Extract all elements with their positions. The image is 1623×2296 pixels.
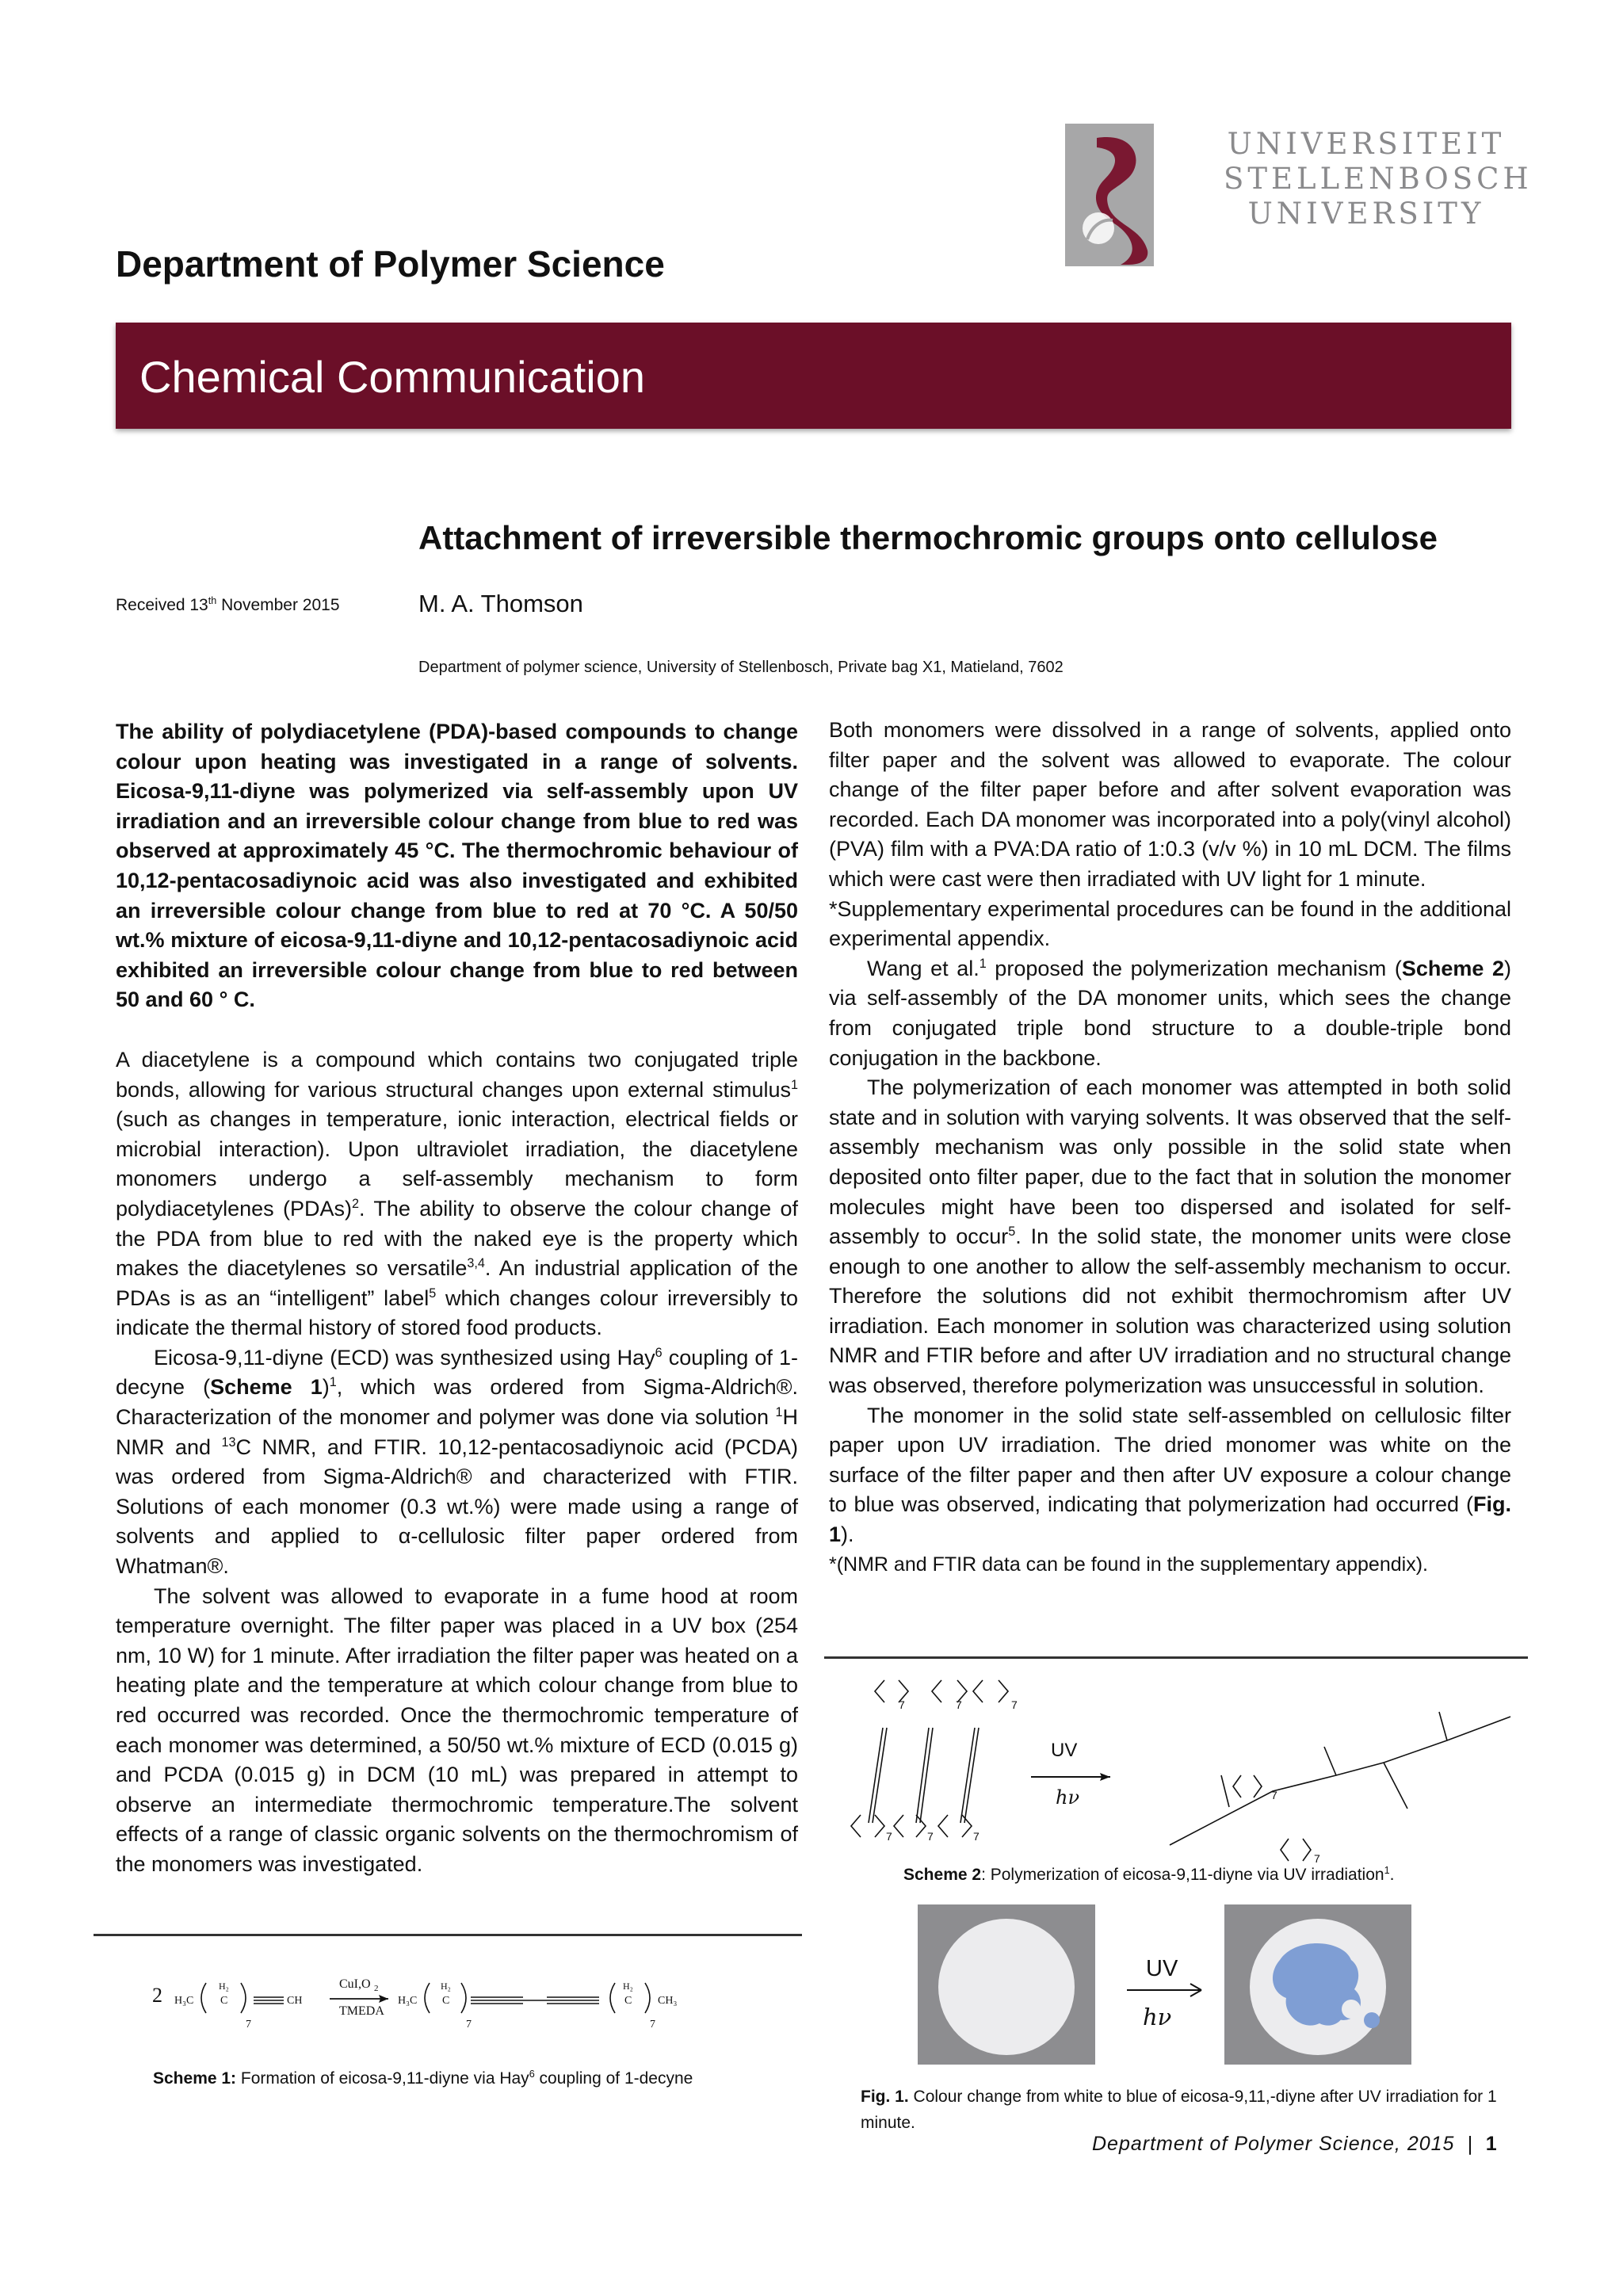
author-name: M. A. Thomson — [418, 590, 583, 617]
s1-ch3: CH₃ — [658, 1995, 678, 2007]
s1-subscript-end: 7 — [650, 2019, 655, 2030]
text-run: proposed the polymerization mechanism ( — [986, 956, 1402, 980]
body-paragraph-3: The solvent was allowed to evaporate in a fume hood at room temperature overnight. The filter paper was placed in a UV box (254 nm, 10 W) for 1 minute. After irradiation the filter paper was heated on a heating plate and the temperature at which colour change from blue to red occurred was recorded. Once the thermochromic temperature of each monomer was determined, a 50/50 wt.% mixture of ECD (0.015 g) and PCDA (0.015 g) in DCM (10 mL) was prepared in attempt to observe an intermediate thermochromic temperature.The solvent effects of a range of classic organic solvents on the thermochromism of the monomers was investigated. — [116, 1584, 798, 1876]
isotope-sup: 13 — [221, 1435, 236, 1450]
photo-after-uv — [1224, 1904, 1411, 2065]
supplementary-note-2: *(NMR and FTIR data can be found in the supplementary appendix). — [829, 1553, 1428, 1576]
citation: 5 — [1008, 1224, 1016, 1240]
page-number: 1 — [1485, 2133, 1498, 2155]
text-run: H NMR and — [116, 1405, 798, 1459]
s2-hv-label: hν — [1056, 1786, 1080, 1809]
text-run: ) via self-assembly of the DA monomer units, which sees the change from conjugated triple bond structure to a double-triple bond conjugation in the backbone. — [829, 956, 1511, 1070]
filter-paper-blue — [1224, 1904, 1411, 2065]
text-run: A diacetylene is a compound which contains two conjugated triple bonds, allowing for various structural changes upon external stimulus — [116, 1047, 798, 1102]
caption-text: Colour change from white to blue of eicosa-9,11,-diyne after UV irradiation for 1 minute. — [861, 2088, 1497, 2132]
s2-subscript: 7 — [899, 1698, 905, 1711]
figure-1-ref: Fig. 1 — [829, 1492, 1511, 1547]
text-run: C NMR, and FTIR. 10,12-pentacosadiynoic acid (PCDA) was ordered from Sigma-Aldrich® and characterized with FTIR. Solutions of each monomer (0.3 wt.%) were made using a range of solvents and applied to α-cellulosic filter paper ordered from Whatman®. — [116, 1435, 798, 1579]
banner-title: Chemical Communication — [139, 352, 646, 402]
citation: 1 — [329, 1375, 337, 1390]
s2-subscript: 7 — [956, 1698, 962, 1711]
s1-coefficient: 2 — [152, 1984, 162, 2007]
logo-line-1: UNIVERSITEIT — [1227, 127, 1506, 161]
logo-wordmark — [1224, 127, 1533, 231]
figure-1-uv-label: UV — [1146, 1956, 1178, 1981]
citation: 1 — [979, 956, 987, 971]
text-run: . In the solid state, the monomer units were close enough to one another to allow the self-assembly mechanism to occur. Therefore the solutions did not exhibit thermochromism after UV irradiation. Each monomer in solution was characterized using solution NMR and FTIR before and after UV irradiation and no structural change was observed, therefore polymerization was unsuccessful in solution. — [829, 1224, 1511, 1398]
s1-reagent-top: CuI,O — [339, 1977, 371, 1991]
scheme-2-caption — [903, 1866, 1394, 1885]
citation: 1 — [1384, 1865, 1390, 1876]
text-run: , which was ordered from Sigma-Aldrich®. Characterization of the monomer and polymer was done via solution — [116, 1375, 799, 1430]
caption-text: . — [1389, 1866, 1395, 1884]
s1-h2-product: H₂ — [441, 1981, 451, 1992]
caption-text: : Polymerization of eicosa-9,11-diyne via UV irradiation — [981, 1866, 1384, 1884]
s2-subscript: 7 — [1314, 1852, 1320, 1862]
logo-mark — [1065, 124, 1154, 266]
logo-line-3: UNIVERSITY — [1247, 197, 1485, 231]
citation: 3,4 — [467, 1256, 485, 1271]
caption-label: Scheme 1: — [153, 2069, 237, 2088]
caption-label: Fig. 1. — [861, 2088, 909, 2106]
citation: 1 — [790, 1077, 798, 1092]
logo-s-emblem — [1065, 124, 1154, 266]
caption-text: Formation of eicosa-9,11-diyne via Hay — [236, 2069, 529, 2088]
figure-1-arrow — [1125, 1978, 1205, 2002]
received-ordinal: th — [208, 595, 217, 606]
photo-before-uv — [918, 1904, 1095, 2065]
s1-c: C — [220, 1995, 228, 2007]
s2-uv-label: UV — [1051, 1740, 1078, 1761]
body-paragraph-5 — [829, 954, 1511, 1073]
page-footer — [1092, 2133, 1498, 2156]
s1-reagent-top-sub: 2 — [374, 1984, 379, 1993]
text-run: (such as changes in temperature, ionic interaction, electrical fields or microbial interaction). Upon ultraviolet irradiation, the diacetylene monomers undergo a self-assembly mechanism to form polydiacetylenes (PDAs) — [116, 1107, 798, 1221]
s2-subscript: 7 — [973, 1830, 980, 1843]
s1-reagent-bottom: TMEDA — [339, 2004, 384, 2018]
department-heading: Department of Polymer Science — [116, 243, 665, 285]
s1-h2-end: H₂ — [623, 1981, 633, 1992]
scheme-1-reaction — [151, 1962, 721, 2034]
caption-text: coupling of 1-decyne — [534, 2069, 693, 2088]
text-run: coupling of 1-decyne ( — [116, 1345, 798, 1400]
right-divider — [824, 1656, 1528, 1659]
s2-subscript: 7 — [1271, 1789, 1277, 1801]
s1-h3c-product: H₃C — [398, 1995, 418, 2007]
author-affiliation: Department of polymer science, University of Stellenbosch, Private bag X1, Matieland, 7602 — [418, 659, 1064, 676]
s1-ch: CH — [287, 1995, 303, 2007]
scheme-2-polymerization — [829, 1664, 1518, 1862]
article-title: Attachment of irreversible thermochromic groups onto cellulose — [418, 519, 1438, 556]
right-column — [829, 716, 1511, 1580]
text-run: Wang et al. — [867, 956, 980, 980]
text-run: ) — [322, 1375, 330, 1400]
body-paragraph-2 — [116, 1343, 798, 1582]
body-paragraph-7 — [829, 1401, 1511, 1550]
citation: 6 — [655, 1345, 663, 1360]
citation: 6 — [529, 2069, 535, 2080]
s1-subscript: 7 — [246, 2019, 251, 2030]
s1-h2: H₂ — [219, 1981, 229, 1992]
received-text: Received 13 — [116, 596, 208, 614]
body-paragraph-1 — [116, 1045, 798, 1343]
university-logo — [1065, 124, 1533, 268]
scheme-1-ref: Scheme 1 — [210, 1375, 323, 1400]
supplementary-note-1: *Supplementary experimental procedures can be found in the additional experimental appendix. — [829, 896, 1511, 951]
text-run: The monomer in the solid state self-assembled on cellulosic filter paper upon UV irradiation. The dried monomer was white on the surface of the filter paper and then after UV exposure a colour change to blue was observed, indicating that polymerization had occurred ( — [829, 1403, 1511, 1517]
section-banner — [116, 323, 1511, 429]
logo-line-2: STELLENBOSCH — [1224, 162, 1533, 196]
text-run: Eicosa-9,11-diyne (ECD) was synthesized using Hay — [154, 1345, 655, 1370]
text-run: . The ability to observe the colour change of the PDA from blue to red with the naked eye is the property which makes the diacetylenes so versatile — [116, 1196, 798, 1281]
isotope-sup: 1 — [775, 1405, 783, 1420]
citation: 5 — [429, 1286, 437, 1301]
abstract: The ability of polydiacetylene (PDA)-based compounds to change colour upon heating was investigated in a range of solvents. Eicosa-9,11-diyne was polymerized via self-assembly upon UV irradiation and an irreversible colour change from blue to red was observed at approximately 45 °C. The thermochromic behaviour of 10,12-pentacosadiynoic acid was also investigated and exhibited an irreversible colour change from blue to red at 70 °C. A 50/50 wt.% mixture of eicosa-9,11-diyne and 10,12-pentacosadiynoic acid exhibited an irreversible colour change from blue to red between 50 and 60 ° C. — [116, 720, 798, 1012]
scheme-2-ref: Scheme 2 — [1401, 956, 1504, 980]
figure-1-caption — [861, 2084, 1510, 2136]
received-date — [116, 596, 340, 615]
text-run: ). — [841, 1522, 854, 1547]
s2-subscript: 7 — [927, 1830, 934, 1843]
left-divider — [94, 1934, 802, 1936]
scheme-1-caption — [153, 2069, 693, 2088]
body-paragraph-4: Both monomers were dissolved in a range of solvents, applied onto filter paper and the solvent was allowed to evaporate. The colour change of the filter paper before and after solvent evaporation was recorded. Each DA monomer was incorporated into a poly(vinyl alcohol) (PVA) film with a PVA:DA ratio of 1:0.3 (v/v %) in 10 mL DCM. The films which were cast were then irradiated with UV light for 1 minute. — [829, 718, 1511, 891]
caption-label: Scheme 2 — [903, 1866, 982, 1884]
filter-paper-white — [918, 1904, 1095, 2065]
figure-1-hv-label: hν — [1143, 2004, 1172, 2030]
s2-subscript: 7 — [1011, 1698, 1018, 1711]
body-paragraph-6 — [829, 1073, 1511, 1401]
citation: 2 — [351, 1196, 359, 1211]
s1-c-product: C — [442, 1995, 450, 2007]
footer-separator: | — [1467, 2133, 1473, 2155]
s1-c-end: C — [624, 1995, 632, 2007]
s1-h3c: H₃C — [174, 1995, 194, 2007]
text-run: which changes colour irreversibly to indicate the thermal history of stored food products. — [116, 1286, 798, 1340]
s2-subscript: 7 — [886, 1830, 892, 1843]
text-run: The polymerization of each monomer was attempted in both solid state and in solution with varying solvents. It was observed that the self-assembly mechanism was only possible in the solid state when deposited onto filter paper, due to the fact that in solution the monomer molecules might have been too dispersed and isolated for self-assembly to occur — [829, 1075, 1511, 1249]
s1-subscript-product: 7 — [466, 2019, 472, 2030]
text-run: . An industrial application of the PDAs is as an “intelligent” label — [116, 1256, 798, 1310]
footer-journal: Department of Polymer Science, 2015 — [1092, 2133, 1455, 2155]
left-column — [116, 717, 798, 1880]
received-month-year: November 2015 — [216, 596, 340, 614]
